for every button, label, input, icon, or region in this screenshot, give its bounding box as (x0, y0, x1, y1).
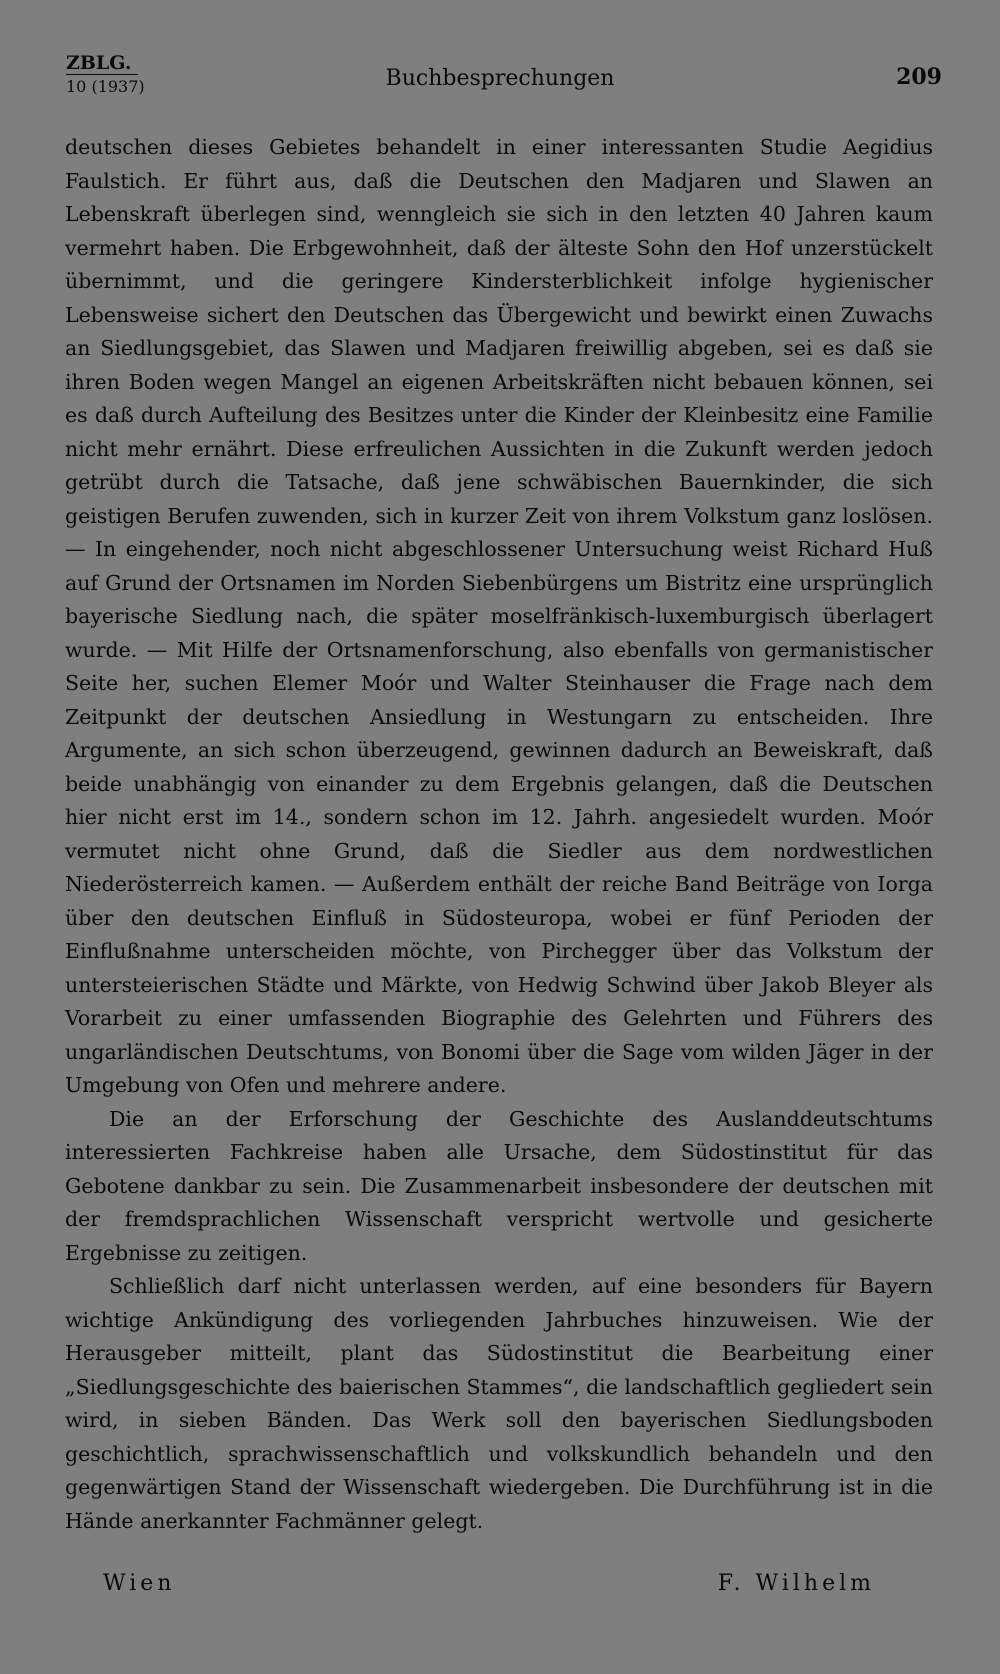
volume-year: 10 (1937) (66, 77, 145, 96)
signature-author: F. Wilhelm (717, 1571, 875, 1596)
journal-abbreviation: ZBLG. (66, 52, 132, 74)
article-body (65, 131, 933, 1538)
paragraph: Die an der Erforschung der Geschichte des Auslanddeutschtums interessierten Fachkreise haben alle Ursache, dem Südostinstitut für das Gebotene dankbar zu sein. Die Zusammenarbeit insbesondere der deutschen mit der fremdsprachlichen Wissenschaft verspricht wertvolle und gesicherte Ergebnisse zu zeitigen. (65, 1106, 933, 1265)
signature-place: Wien (103, 1571, 176, 1596)
section-title: Buchbesprechungen (385, 66, 615, 91)
paragraph: Schließlich darf nicht unterlassen werden, auf eine besonders für Bayern wichtige Ankündigung des vorliegenden Jahrbuches hinzuweisen. Wie der Herausgeber mitteilt, plant das Südostinstitut die Bearbeitung einer „Siedlungsgeschichte des baierischen Stammes“, die landschaftlich gegliedert sein wird, in sieben Bänden. Das Werk soll den bayerischen Siedlungsboden geschichtlich, sprachwissenschaftlich und volkskundlich behandeln und den gegenwärtigen Stand der Wissenschaft wiedergeben. Die Durchführung ist in die Hände anerkannter Fachmänner gelegt. (65, 1274, 933, 1533)
page-number: 209 (896, 64, 942, 90)
paragraph: deutschen dieses Gebietes behandelt in einer interessanten Studie Aegidius Faulstich. Er führt aus, daß die Deutschen den Madjaren und Slawen an Lebenskraft überlegen sind, wenngleich sie sich in den letzten 40 Jahren kaum vermehrt haben. Die Erbgewohnheit, daß der älteste Sohn den Hof unzerstückelt übernimmt, und die geringere Kindersterblichkeit infolge hygienischer Lebensweise sichert den Deutschen das Übergewicht und bewirkt einen Zuwachs an Siedlungsgebiet, das Slawen und Madjaren freiwillig abgeben, sei es daß sie ihren Boden wegen Mangel an eigenen Arbeitskräften nicht bebauen können, sei es daß durch Aufteilung des Besitzes unter die Kinder der Kleinbesitz eine Familie nicht mehr ernährt. Diese erfreulichen Aussichten in die Zukunft werden jedoch getrübt durch die Tatsache, daß jene schwäbischen Bauernkinder, die sich geistigen Berufen zuwenden, sich in kurzer Zeit von ihrem Volkstum ganz loslösen. — In eingehender, noch nicht abgeschlossener Untersuchung weist Richard Huß auf Grund der Ortsnamen im Norden Siebenbürgens um Bistritz eine ursprünglich bayerische Siedlung nach, die später moselfränkisch-luxemburgisch überlagert wurde. — Mit Hilfe der Ortsnamenforschung, also ebenfalls von germanistischer Seite her, suchen Elemer Moór und Walter Steinhauser die Frage nach dem Zeitpunkt der deutschen Ansiedlung in Westungarn zu entscheiden. Ihre Argumente, an sich schon überzeugend, gewinnen dadurch an Beweiskraft, daß beide unabhängig von einander zu dem Ergebnis gelangen, daß die Deutschen hier nicht erst im 14., sondern schon im 12. Jahrh. angesiedelt wurden. Moór vermutet nicht ohne Grund, daß die Siedler aus dem nordwestlichen Niederösterreich kamen. — Außerdem enthält der reiche Band Beiträge von Iorga über den deutschen Einfluß in Südosteuropa, wobei er fünf Perioden der Einflußnahme unterscheiden möchte, von Pirchegger über das Volkstum der untersteierischen Städte und Märkte, von Hedwig Schwind über Jakob Bleyer als Vorarbeit zu einer umfassenden Biographie des Gelehrten und Führers des ungarländischen Deutschtums, von Bonomi über die Sage vom wilden Jäger in der Umgebung von Ofen und mehrere andere. (65, 135, 933, 1097)
